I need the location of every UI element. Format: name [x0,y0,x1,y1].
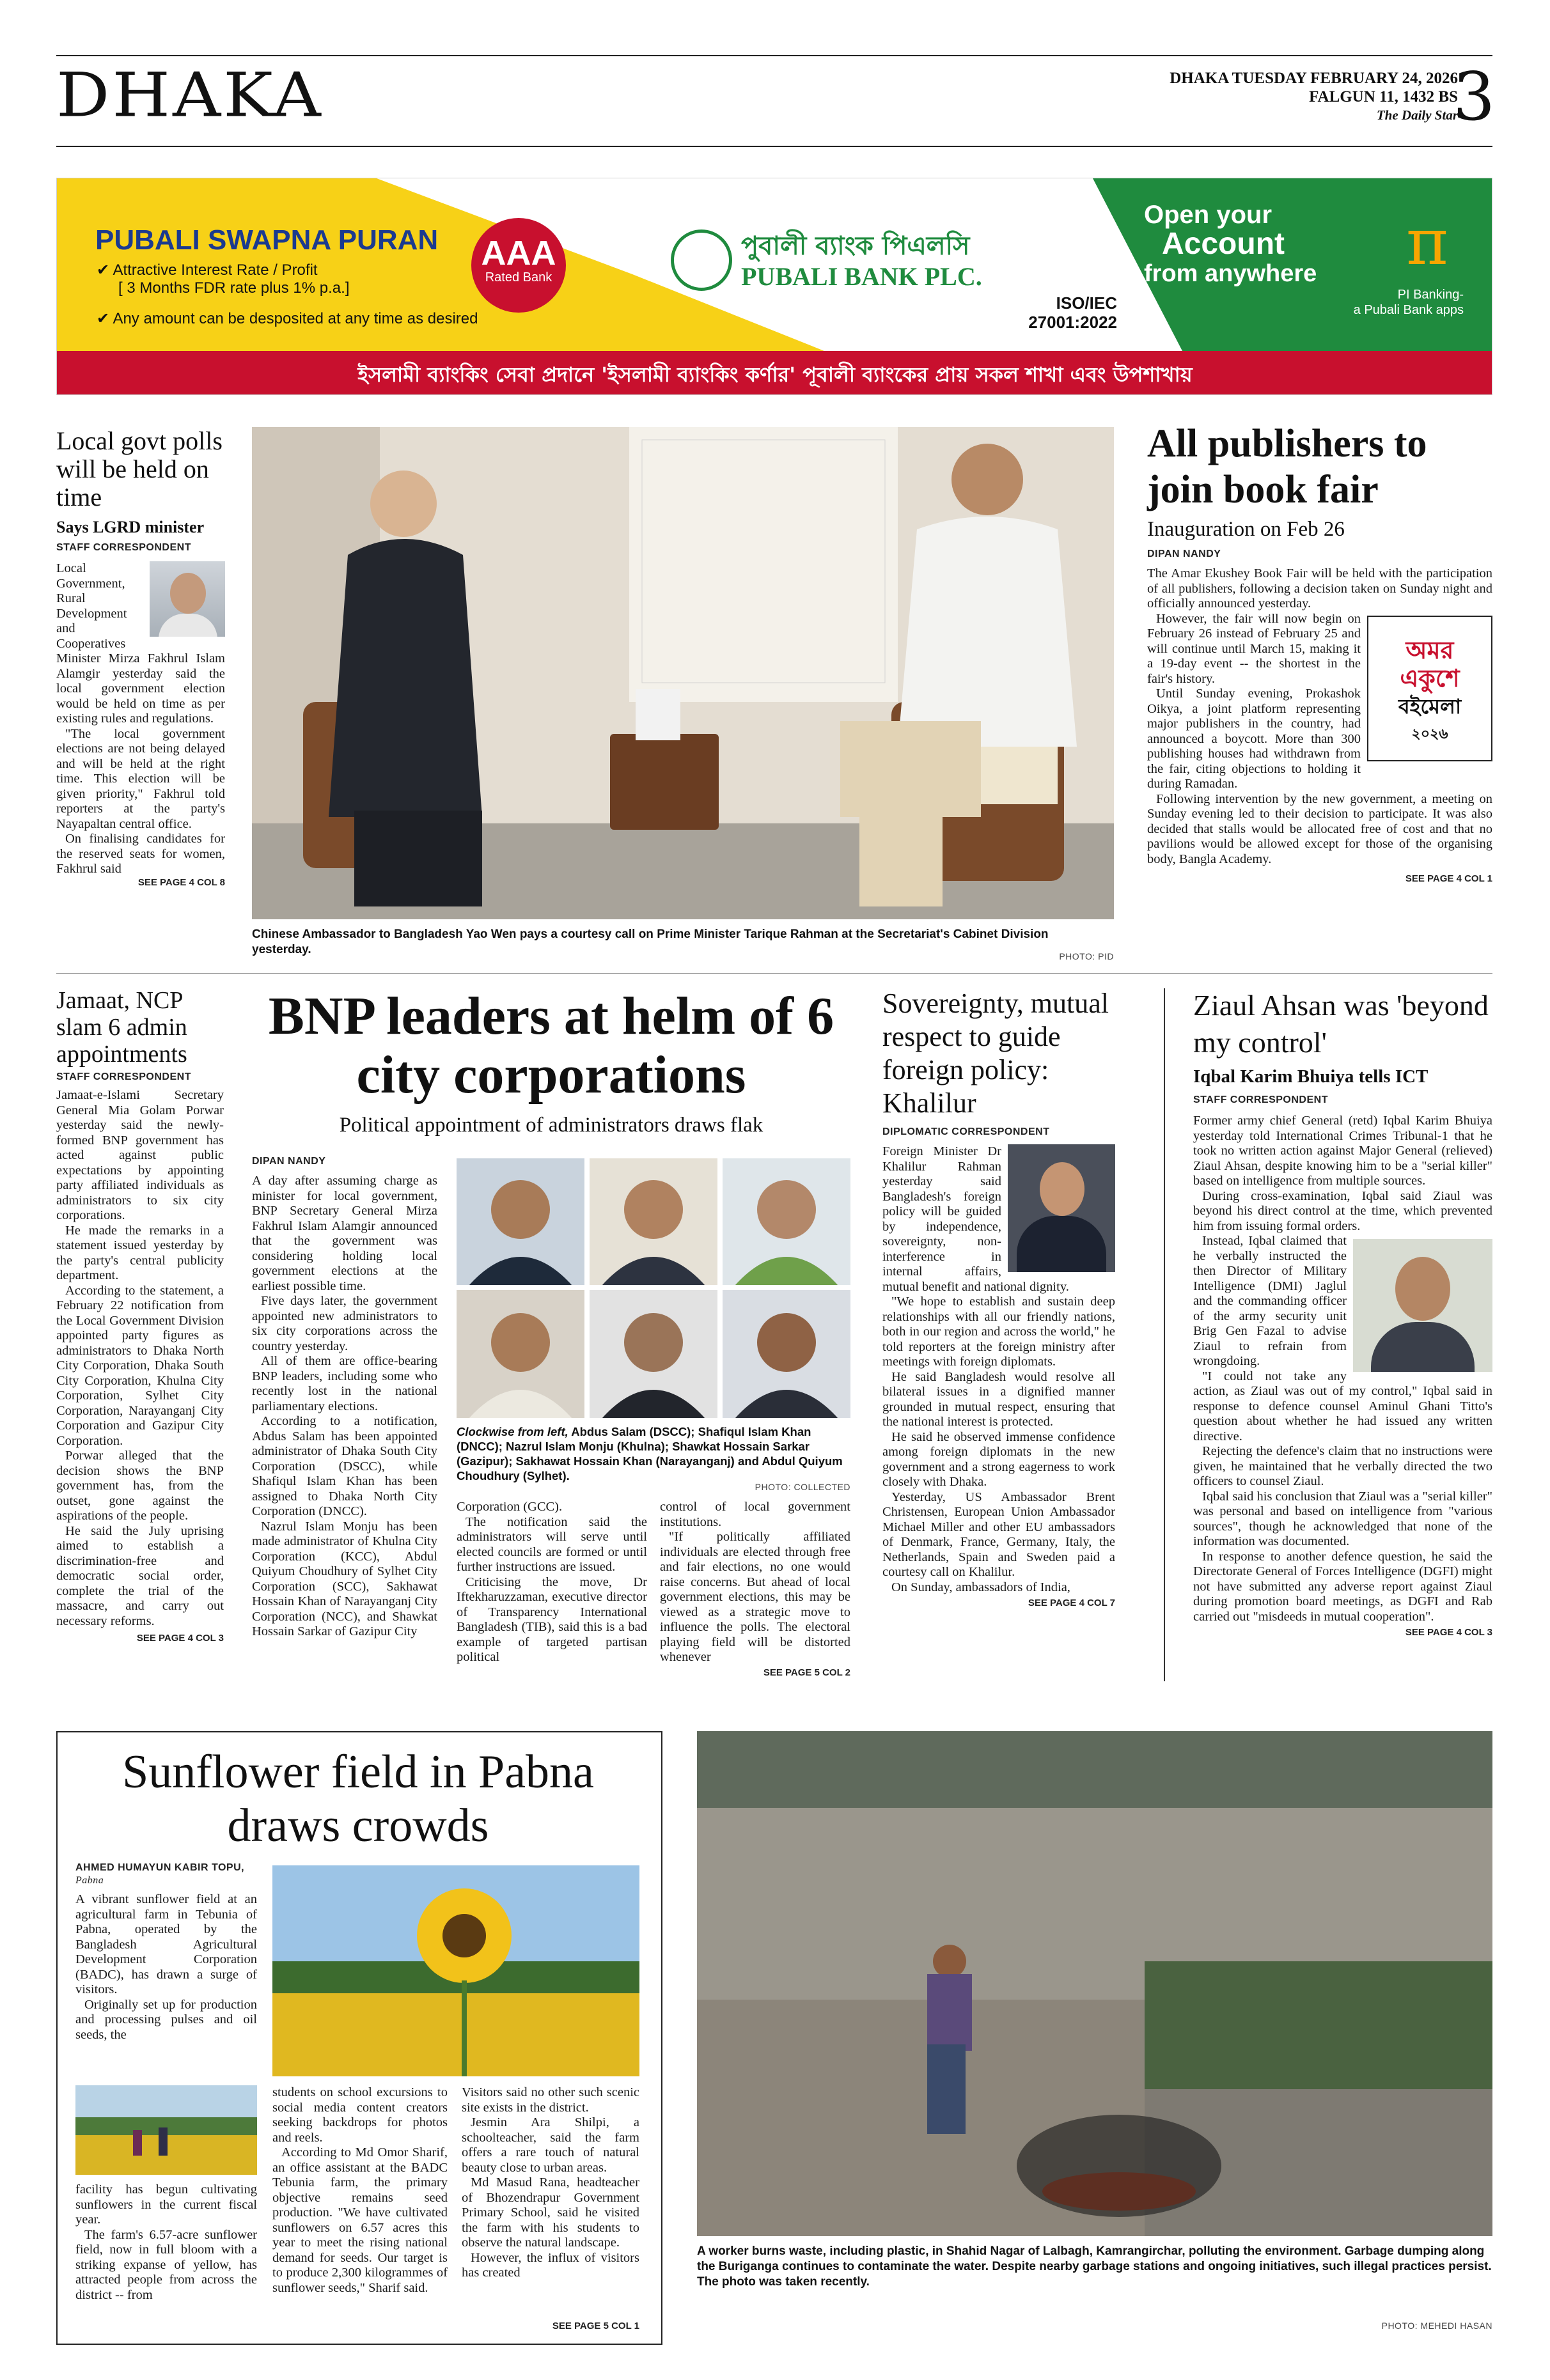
headline: Ziaul Ahsan was 'beyond my control' [1193,989,1489,1059]
para: facility has begun cultivating sunflowers in the current fiscal year. [75,2182,257,2227]
khalilur-photo [1008,1144,1115,1272]
para: On Sunday, ambassadors of India, [891,1580,1070,1594]
para: A day after assuming charge as minister for local government, BNP Secretary General Mirza Fakhrul Islam Alamgir announced that the government was considering holding local government elections at the earliest possible time. [252,1174,437,1293]
sunflower-col-1b [75,2182,257,2303]
para: Rejecting the defence's claim that no instructions were given, he maintained that he verbally directed the two officers to counsel Ziaul. [1193,1444,1492,1488]
headline: All publishers to join book fair [1147,422,1427,511]
see-page-link[interactable]: SEE PAGE 4 COL 1 [1405,873,1492,884]
story-ziaul [1193,987,1492,1638]
see-page-link[interactable]: SEE PAGE 5 COL 2 [763,1667,850,1678]
bank-name-bangla: পুবালী ব্যাংক পিএলসি [741,231,970,261]
iqbal-photo [1353,1239,1492,1372]
lead-photo-credit: PHOTO: PID [1059,951,1114,961]
see-page-link[interactable]: SEE PAGE 5 COL 1 [552,2321,639,2331]
ad-strip-text: ইসলামী ব্যাংকিং সেবা প্রদানে 'ইসলামী ব্যাংকিং কর্ণার' পূবালী ব্যাংকের প্রায় সকল শাখা এবং উপশাখায় [357,362,1193,387]
story-khalilur [882,987,1115,1608]
para: During cross-examination, Iqbal said Ziaul was beyond his direct control at the time, which prevented him from issuing formal orders. [1193,1188,1492,1233]
story-bookfair [1147,421,1492,884]
book-fair-logo: অমর একুশে বইমেলা ২০২৬ [1367,616,1492,761]
bangla-date-line: FALGUN 11, 1432 BS [1309,88,1458,105]
headline: Sovereignty, mutual respect to guide foreign policy: Khalilur [882,988,1109,1119]
story-lgrd [56,427,225,888]
subhead: Says LGRD minister [56,518,205,536]
byline: DIPLOMATIC CORRESPONDENT [882,1126,1050,1137]
para: Following intervention by the new government, a meeting on Sunday evening led to their decision to participate. It was also decided that stalls would be allocated free of cost and that no pavilions would be allowed except for those of the organising body, Bangla Academy. [1147,791,1492,866]
paper-name: The Daily Star [1376,107,1458,123]
fakhrul-photo [150,561,225,637]
bnp-photo-credit: PHOTO: COLLECTED [755,1482,850,1492]
pubali-bank-ad[interactable] [56,178,1492,395]
para: "If politically affiliated individuals are elected through free and fair elections, no one would raise concerns. But ahead of local government elections, this may be viewed as a strategic move to influence the polls. The electoral playing field will be distorted whenever [660,1530,850,1664]
para: Five days later, the government appointed new administrators to six city corporations across the country yesterday. [252,1294,437,1353]
byline: STAFF CORRESPONDENT [1193,1094,1328,1105]
byline: STAFF CORRESPONDENT [56,1071,191,1082]
sunflower-visitors-photo [75,2085,257,2175]
meeting-illustration [252,427,1114,919]
date-line: DHAKA TUESDAY FEBRUARY 24, 2026 [1170,70,1458,87]
bottom-photo-caption: A worker burns waste, including plastic, in Shahid Nagar of Lalbagh, Kamrangirchar, polluting the environment. Garbage dumping along the Buriganga continues to contaminate the water. Despite nearby garbage stations and ongoing initiatives, such illegal practices persist. The photo was taken recently. [697,2244,1492,2289]
subhead: Political appointment of administrators draws flak [339,1114,763,1137]
bnp-leaders-photo-grid [457,1158,850,1418]
subhead: Iqbal Karim Bhuiya tells ICT [1193,1066,1429,1087]
subhead: Inauguration on Feb 26 [1147,518,1345,541]
sunflower-byline: AHMED HUMAYUN KABIR TOPU, Pabna [75,1862,245,1886]
ad-bullet-1: ✔ Attractive Interest Rate / Profit [ 3 Months FDR rate plus 1% p.a.] [97,261,350,297]
iso-label: ISO/IEC 27001:2022 [1028,293,1117,332]
headline: Local govt polls will be held on time [56,426,223,511]
para: Instead, Iqbal claimed that he verbally instructed the then Director of Military Intelligence (DMI) Jaglul and the commanding officer of the army security unit Brig Gen Fazal to advise Ziaul to refrain from wrongdoing. [1193,1234,1347,1368]
pi-banking-icon: π [1406,205,1448,279]
story-jamaat [56,987,224,1644]
para: students on school excursions to social media content creators seeking backdrops for photos and reels. [272,2085,448,2145]
open-account-text: Open your Account from anywhere [1144,201,1317,287]
sunflower-headline: Sunflower field in Pabna draws crowds [122,1746,594,1852]
bottom-photo-credit: PHOTO: MEHEDI HASAN [1381,2321,1492,2331]
para: However, the influx of visitors has created [462,2250,639,2280]
para: Corporation (GCC). [457,1500,563,1514]
para: Criticising the move, Dr Iftekharuzzaman, executive director of Transparency International Bangladesh (TIB), said this is a bad example of targeted partisan political [457,1575,647,1664]
para: All of them are office-bearing BNP leaders, including some who recently lost in the national parliamentary elections. [252,1354,437,1413]
para: Jesmin Ara Shilpi, a schoolteacher, said the farm offers a rare touch of natural beauty close to urban areas. [462,2115,639,2175]
para: Local Government, Rural Development and Cooperatives Minister Mirza Fakhrul Islam Alamgir yesterday said the local government election would be held on time as per existing rules and regulations. [56,561,225,726]
see-page-link[interactable]: SEE PAGE 4 COL 3 [1405,1627,1492,1638]
para: He said the July uprising aimed to establish a discrimination-free and democratic social order, complete the trial of the massacre, and carry out necessary reforms. [56,1523,224,1628]
para: Jamaat-e-Islami Secretary General Mia Golam Porwar yesterday said the newly-formed BNP government has acted against public expectations by appointing party affiliated individuals as administrators to six city corporations. [56,1088,224,1222]
ad-product-name: PUBALI SWAPNA PURAN [95,224,439,256]
pubali-logo-icon [671,229,732,291]
bnp-col-3 [660,1500,850,1665]
six-headshots [457,1158,850,1418]
byline: STAFF CORRESPONDENT [56,542,191,553]
pi-banking-text: PI Banking- a Pubali Bank apps [1353,288,1464,317]
para: Yesterday, US Ambassador Brent Christensen, European Union Ambassador Michael Miller and other EU ambassadors of Denmark, France, Germany, Italy, the Netherlands, Spain and Sweden paid a courtesy call on Khalilur. [882,1489,1115,1579]
para: The notification said the administrators will serve until elected councils are formed or until further instructions are issued. [457,1514,647,1574]
para: The farm's 6.57-acre sunflower field, now in full bloom with a striking expanse of yellow, has attracted people from across the district -- from [75,2227,257,2302]
para: On finalising candidates for the reserved seats for women, Fakhrul said [56,832,225,876]
section-title: DHAKA [56,59,324,131]
bnp-photo-caption: Clockwise from left, Abdus Salam (DSCC); Shafiqul Islam Khan (DNCC); Nazrul Islam Monju (Khulna); Shawkat Hossain Sarkar (Gazipur); Sakhawat Hossain Khan (Narayanganj) and Abdul Quiyum Choudhury (Sylhet). [457,1425,843,1482]
para: Foreign Minister Dr Khalilur Rahman yesterday said Bangladesh's foreign policy will be guided by independence, sovereignty, non-interference in internal affairs, mutual benefit and national dignity. [882,1144,1069,1294]
para: He made the remarks in a statement issued yesterday by the party's central publicity department. [56,1223,224,1282]
para: Originally set up for production and processing pulses and oil seeds, the [75,1997,257,2042]
sunflower-col-1a [75,1892,257,2042]
para: control of local government institutions. [660,1500,850,1529]
para: According to the statement, a February 22 notification from the Local Government Division appointed party figures as administrators to Dhaka North City Corporation, Dhaka South City Corporation, Khulna City Corporation, Sylhet City Corporation, Narayanganj City Corporation and Gazipur City Corporation. [56,1283,224,1448]
issue-date [1081,69,1458,125]
para: Md Masud Rana, headteacher of Bhozendrapur Government Primary School, said he visited the farm with his students to observe the natural landscape. [462,2175,639,2250]
para: "We hope to establish and sustain deep relationships with all our friendly nations, both in our region and across the world," he told reporters at the foreign ministry after meetings with foreign diplomats. [882,1295,1115,1369]
para: However, the fair will now begin on February 26 instead of February 25 and will continue until March 15, making it a 19-day event -- the shortest in the fair's history. [1147,611,1361,686]
sunflower-col-2 [272,2085,448,2296]
bnp-col-1 [252,1174,437,1640]
para: A vibrant sunflower field at an agricultural farm in Tebunia of Pabna, operated by the Bangladesh Agricultural Development Corporation (BADC), has drawn a surge of visitors. [75,1892,257,1996]
aaa-badge: AAA Rated Bank [471,218,566,313]
para: Iqbal said his conclusion that Ziaul was a "serial killer" was personal and based on intelligence from "various sources", though he acknowledged that none of the information was documented. [1193,1489,1492,1548]
para: Visitors said no other such scenic site exists in the district. [462,2085,639,2115]
bnp-byline: DIPAN NANDY [252,1156,326,1167]
para: "I could not take any action, as Ziaul was out of my control," Iqbal said in response to defence counsel Aminul Ghani Titto's question about whether he had issued any written directive. [1193,1369,1492,1443]
page-number: 3 [1453,58,1496,136]
para: Nazrul Islam Monju has been made administrator of Khulna City Corporation (KCC), Abdul Quiyum Choudhury of Sylhet City Corporation (SCC), Sakhawat Hossain Khan of Narayanganj City Corporation (NCC), and Shawkat Hossain Sarkar of Gazipur City [252,1519,437,1638]
para: "The local government elections are not being delayed and will be held at the right time. This election will be given priority," Fakhrul told reporters at the party's Nayapaltan central office. [56,726,225,831]
story-bnp [252,987,850,1138]
sunflower-col-3 [462,2085,639,2281]
para: Former army chief General (retd) Iqbal Karim Bhuiya yesterday told International Crimes Tribunal-1 that he took no written action against Major General (relieved) Ziaul Ahsan, despite knowing him to be a "serial killer" based on intelligence from multiple sources. [1193,1114,1492,1188]
para: Until Sunday evening, Prokashok Oikya, a joint platform representing major publishers in the country, had announced a boycott. More than 300 publishing houses had withdrawn from the fair, citing objections to holding it during Ramadan. [1147,687,1361,791]
garbage-burning-photo [697,1731,1492,2236]
headline: Jamaat, NCP slam 6 admin appointments [56,987,187,1068]
headline: BNP leaders at helm of 6 city corporations [268,986,834,1105]
sunflower-photo [272,1865,639,2076]
see-page-link[interactable]: SEE PAGE 4 COL 3 [136,1633,224,1644]
bnp-col-2 [457,1500,647,1665]
para: According to Md Omor Sharif, an office assistant at the BADC Tebunia farm, the primary objective remains seed production. "We have cultivated sunflowers on 6.57 acres this year to meet the rising national demand for seeds. Our target is to produce 2,300 kilogrammes of sunflower seeds," Sharif said. [272,2145,448,2295]
ad-bullet-2: ✔ Any amount can be desposited at any time as desired [97,310,478,327]
see-page-link[interactable]: SEE PAGE 4 COL 8 [137,876,225,888]
para: Porwar alleged that the decision shows the BNP government has, from the outset, gone against the aspirations of the people. [56,1449,224,1523]
para: He said he observed immense confidence among foreign diplomats in the new government and a strong eagerness to work closely with Dhaka. [882,1429,1115,1489]
byline: DIPAN NANDY [1147,548,1221,559]
see-page-link[interactable]: SEE PAGE 4 COL 7 [1028,1598,1115,1608]
para: He said Bangladesh would resolve all bilateral issues in a dignified manner grounded in mutual respect, ensuring that the national interest is protected. [882,1369,1115,1429]
para: According to a notification, Abdus Salam has been appointed administrator of Dhaka South City Corporation (DSCC), while Shafiqul Islam Khan has been assigned to Dhaka North City Corporation (DNCC). [252,1414,437,1518]
para: In response to another defence question, he said the Directorate General of Forces Intelligence (DGFI) might not have submitted any adverse report against Ziaul during promotion board meetings, as DGFI and Rab carried out "misdeeds in mutual cooperation". [1193,1549,1492,1624]
lead-photo [252,427,1114,919]
lead-photo-caption: Chinese Ambassador to Bangladesh Yao Wen pays a courtesy call on Prime Minister Tarique Rahman at the Secretariat's Cabinet Division yesterday. [252,928,1049,956]
para: The Amar Ekushey Book Fair will be held with the participation of all publishers, following a decision taken on Sunday night and officially announced yesterday. [1147,566,1492,611]
bank-name-english: PUBALI BANK PLC. [741,262,982,291]
